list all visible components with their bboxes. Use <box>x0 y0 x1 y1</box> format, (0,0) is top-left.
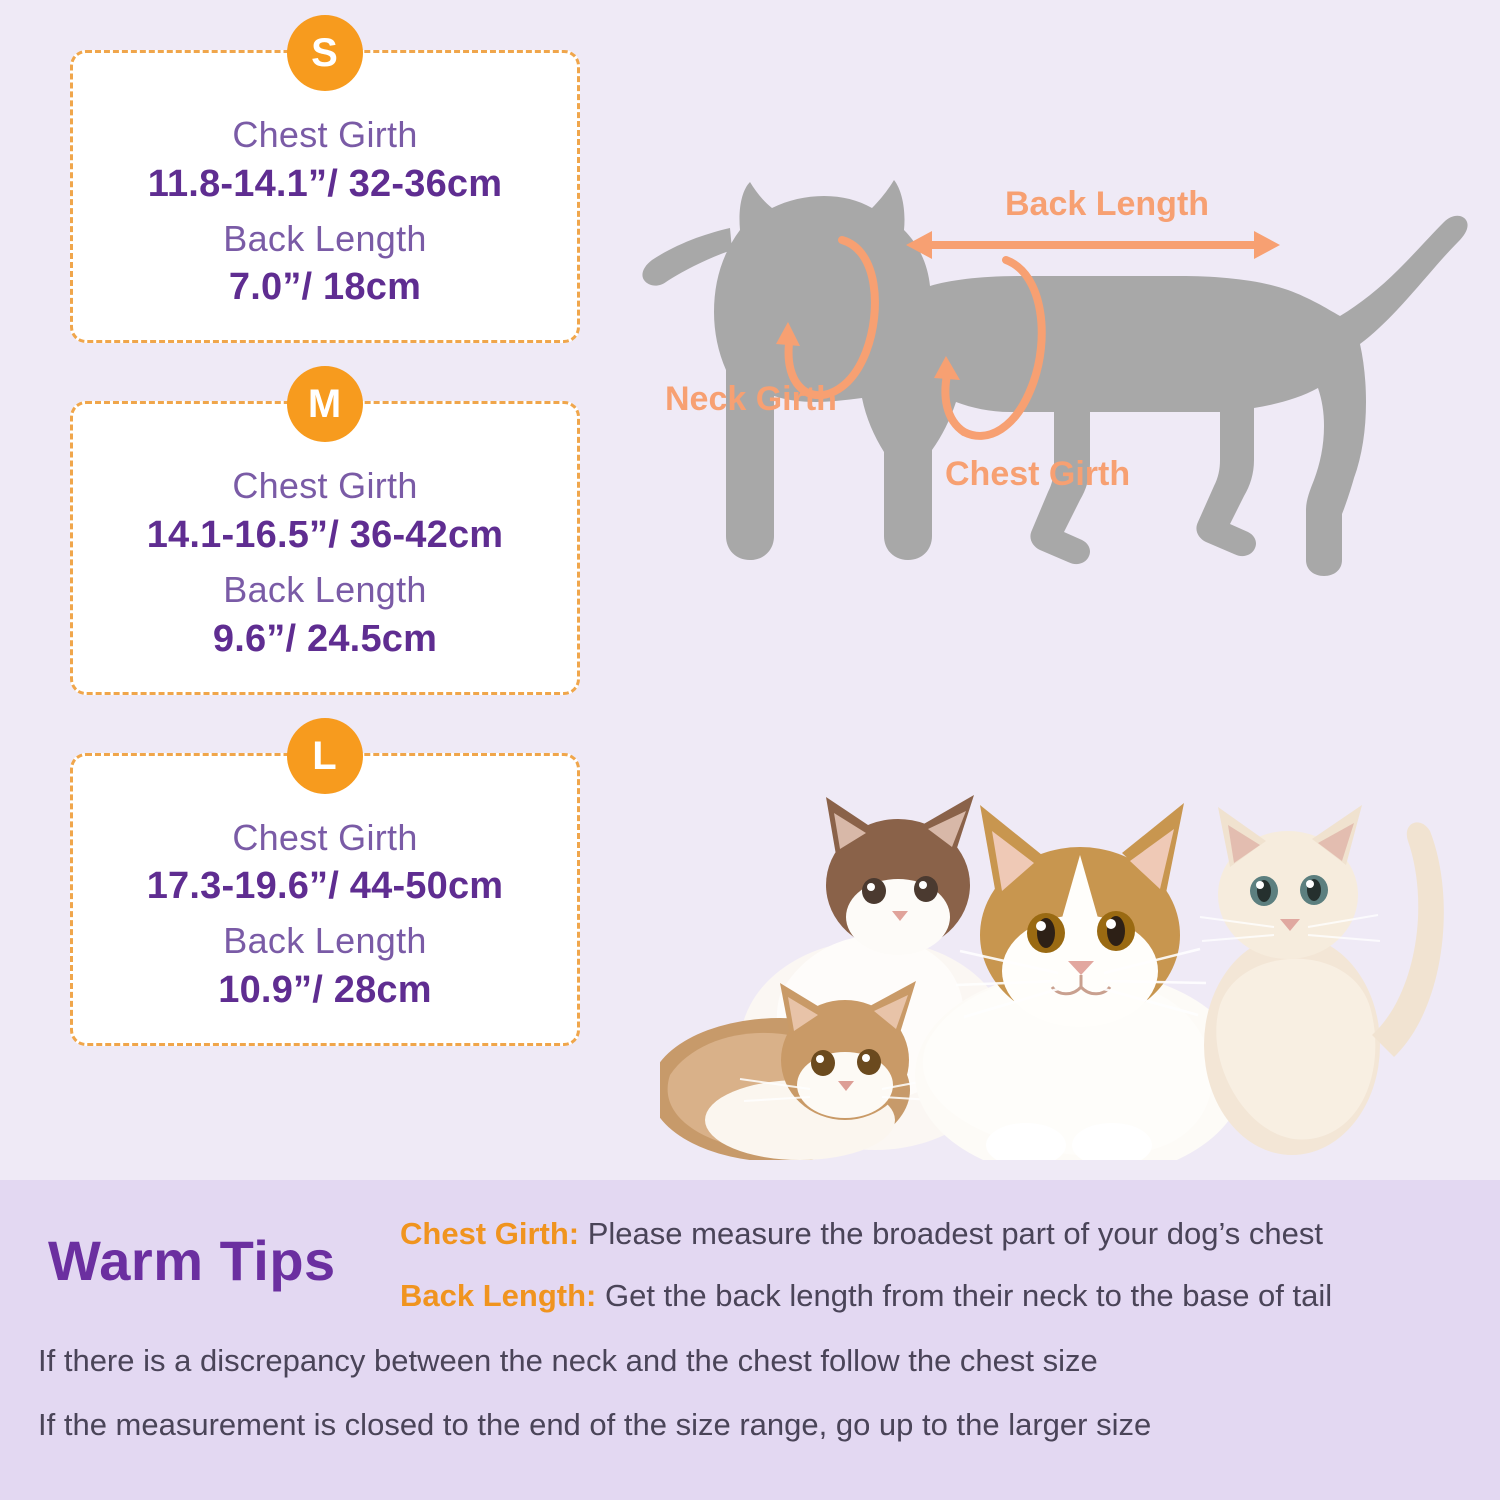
size-badge-l: L <box>287 718 363 794</box>
warm-tips-panel <box>0 1180 1500 1500</box>
back-length-label-s: Back Length <box>223 217 427 259</box>
cat-measurement-diagram <box>620 130 1480 600</box>
size-card-small <box>70 31 580 343</box>
chest-girth-label-m: Chest Girth <box>232 465 418 507</box>
chest-girth-value-m: 14.1-16.5”/ 36-42cm <box>146 513 504 556</box>
size-card-large <box>70 733 580 1046</box>
back-length-annotation: Back Length <box>1005 185 1210 223</box>
tip-note-1: If there is a discrepancy between the neck and the chest follow the chest size <box>38 1343 1098 1378</box>
cats-photo <box>660 745 1480 1160</box>
chest-girth-annotation: Chest Girth <box>945 455 1131 493</box>
tip-back-length-text: Get the back length from their neck to the base of tail <box>596 1278 1333 1313</box>
size-badge-s: S <box>287 15 363 91</box>
tip-back-length-key: Back Length: <box>400 1278 597 1313</box>
neck-girth-annotation: Neck Girth <box>665 380 837 418</box>
tip-note-2: If the measurement is closed to the end of the size range, go up to the larger size <box>38 1407 1152 1442</box>
warm-tips-title: Warm Tips <box>48 1229 336 1292</box>
tip-chest-girth <box>400 1216 1323 1252</box>
size-card-medium <box>70 382 580 694</box>
chest-girth-label-l: Chest Girth <box>232 816 418 858</box>
chest-girth-label-s: Chest Girth <box>232 114 418 155</box>
tip-chest-girth-key: Chest Girth: <box>400 1216 580 1251</box>
size-badge-m: M <box>287 366 363 442</box>
tip-chest-girth-text: Please measure the broadest part of your dog’s chest <box>579 1216 1323 1251</box>
arrow-head-right <box>1254 231 1280 259</box>
tip-back-length <box>400 1278 1332 1314</box>
back-length-label-l: Back Length <box>223 920 427 962</box>
size-card-list <box>70 31 580 1104</box>
chest-girth-value-s: 11.8-14.1”/ 32-36cm <box>147 162 503 205</box>
back-length-value-l: 10.9”/ 28cm <box>218 968 432 1011</box>
back-length-label-m: Back Length <box>223 569 427 611</box>
cats-photo-illustration <box>660 745 1480 1160</box>
back-length-value-m: 9.6”/ 24.5cm <box>212 617 438 660</box>
chest-girth-value-l: 17.3-19.6”/ 44-50cm <box>146 865 504 908</box>
back-length-value-s: 7.0”/ 18cm <box>228 266 422 309</box>
